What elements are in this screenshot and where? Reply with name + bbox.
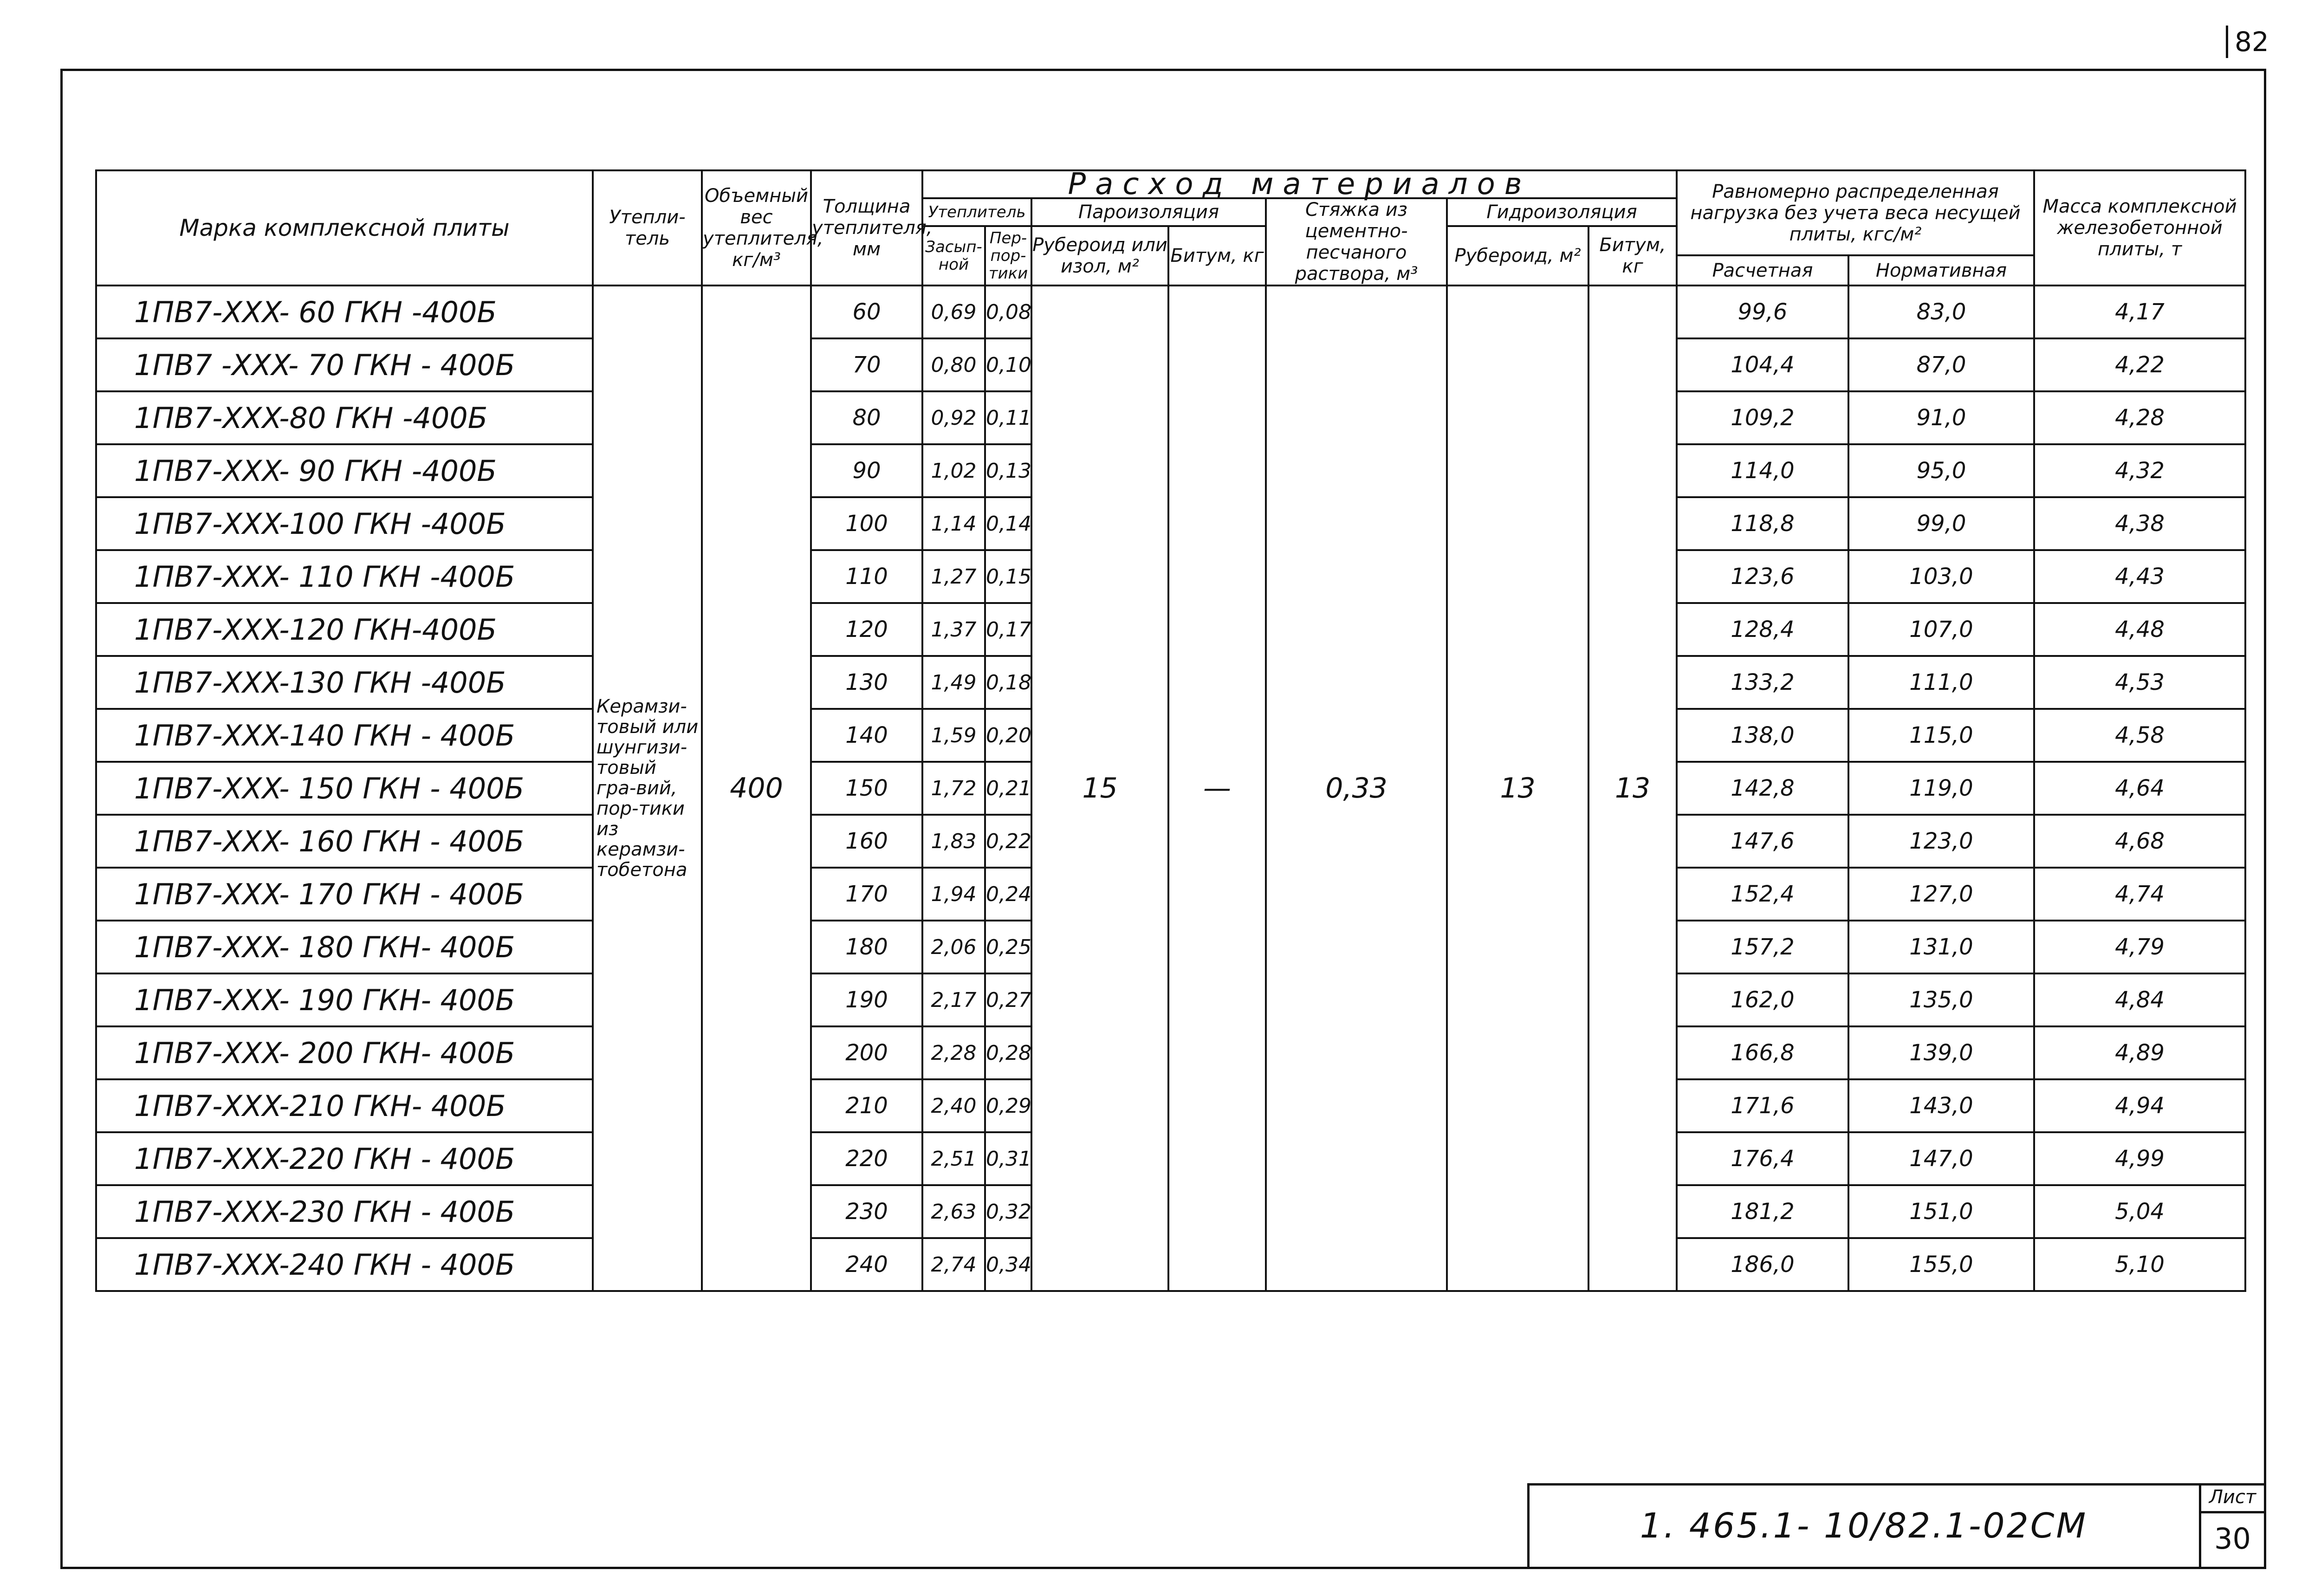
row-mark: 1ПВ7-XXX- 180 ГКН- 400Б (96, 921, 593, 973)
title-block (1527, 1483, 2266, 1569)
screed-value: 0,33 (1266, 285, 1447, 1291)
row-load-calc: 114,0 (1677, 444, 1848, 497)
row-thickness: 200 (811, 1026, 922, 1079)
row-load-calc: 99,6 (1677, 285, 1848, 338)
header-insul-group: Утеплитель (922, 198, 1031, 226)
row-load-calc: 186,0 (1677, 1238, 1848, 1291)
row-fill: 0,80 (922, 338, 985, 391)
row-fill: 1,59 (922, 709, 985, 762)
row-load-norm: 151,0 (1848, 1185, 2034, 1238)
row-mark: 1ПВ7-XXX-220 ГКН - 400Б (96, 1132, 593, 1185)
row-slab: 0,22 (985, 815, 1031, 868)
header-vapor-bitumen: Битум, кг (1168, 226, 1266, 285)
row-mark: 1ПВ7-XXX- 90 ГКН -400Б (96, 444, 593, 497)
row-slab: 0,13 (985, 444, 1031, 497)
row-fill: 2,40 (922, 1079, 985, 1132)
row-thickness: 60 (811, 285, 922, 338)
row-slab: 0,08 (985, 285, 1031, 338)
page-number: 82 (2226, 26, 2269, 58)
row-thickness: 160 (811, 815, 922, 868)
row-load-norm: 123,0 (1848, 815, 2034, 868)
row-mass: 4,22 (2034, 338, 2245, 391)
row-load-norm: 155,0 (1848, 1238, 2034, 1291)
row-fill: 1,37 (922, 603, 985, 656)
row-mass: 4,43 (2034, 550, 2245, 603)
row-thickness: 230 (811, 1185, 922, 1238)
header-load-norm: Нормативная (1848, 255, 2034, 285)
row-load-calc: 104,4 (1677, 338, 1848, 391)
row-slab: 0,10 (985, 338, 1031, 391)
row-mark: 1ПВ7-XXX-120 ГКН-400Б (96, 603, 593, 656)
row-slab: 0,14 (985, 497, 1031, 550)
header-load: Равномерно распределенная нагрузка без учета веса несущей плиты, кгс/м² (1677, 170, 2034, 255)
row-load-calc: 171,6 (1677, 1079, 1848, 1132)
header-hydro-group: Гидроизоляция (1447, 198, 1677, 226)
row-slab: 0,29 (985, 1079, 1031, 1132)
row-fill: 0,69 (922, 285, 985, 338)
materials-table (95, 169, 2246, 1292)
row-mark: 1ПВ7-XXX- 150 ГКН - 400Б (96, 762, 593, 815)
row-load-calc: 123,6 (1677, 550, 1848, 603)
row-slab: 0,31 (985, 1132, 1031, 1185)
row-mass: 4,89 (2034, 1026, 2245, 1079)
row-mark: 1ПВ7-XXX-230 ГКН - 400Б (96, 1185, 593, 1238)
row-thickness: 220 (811, 1132, 922, 1185)
row-mark: 1ПВ7-XXX-100 ГКН -400Б (96, 497, 593, 550)
row-load-calc: 109,2 (1677, 391, 1848, 444)
row-load-norm: 115,0 (1848, 709, 2034, 762)
row-fill: 1,72 (922, 762, 985, 815)
row-mass: 4,28 (2034, 391, 2245, 444)
row-fill: 2,63 (922, 1185, 985, 1238)
row-mark: 1ПВ7 -XXX- 70 ГКН - 400Б (96, 338, 593, 391)
row-mark: 1ПВ7-XXX-210 ГКН- 400Б (96, 1079, 593, 1132)
row-mark: 1ПВ7-XXX-240 ГКН - 400Б (96, 1238, 593, 1291)
row-slab: 0,21 (985, 762, 1031, 815)
row-mass: 4,58 (2034, 709, 2245, 762)
row-mark: 1ПВ7-XXX- 170 ГКН - 400Б (96, 868, 593, 921)
row-load-norm: 127,0 (1848, 868, 2034, 921)
sheet-label: Лист (2201, 1483, 2264, 1513)
row-load-norm: 95,0 (1848, 444, 2034, 497)
header-load-calc: Расчетная (1677, 255, 1848, 285)
row-slab: 0,27 (985, 973, 1031, 1026)
row-mass: 5,10 (2034, 1238, 2245, 1291)
row-thickness: 190 (811, 973, 922, 1026)
row-mass: 4,74 (2034, 868, 2245, 921)
row-fill: 1,83 (922, 815, 985, 868)
row-mark: 1ПВ7-XXX- 190 ГКН- 400Б (96, 973, 593, 1026)
row-fill: 0,92 (922, 391, 985, 444)
row-load-calc: 181,2 (1677, 1185, 1848, 1238)
row-mark: 1ПВ7-XXX- 60 ГКН -400Б (96, 285, 593, 338)
row-fill: 1,27 (922, 550, 985, 603)
table-body (96, 285, 2245, 1291)
header-density: Объемный вес утеплителя, кг/м³ (702, 170, 811, 285)
hydro-bitumen-value: 13 (1588, 285, 1677, 1291)
row-thickness: 150 (811, 762, 922, 815)
row-mass: 4,17 (2034, 285, 2245, 338)
row-thickness: 140 (811, 709, 922, 762)
row-load-norm: 107,0 (1848, 603, 2034, 656)
row-mass: 4,84 (2034, 973, 2245, 1026)
row-load-norm: 111,0 (1848, 656, 2034, 709)
row-slab: 0,25 (985, 921, 1031, 973)
row-mark: 1ПВ7-XXX-80 ГКН -400Б (96, 391, 593, 444)
row-load-calc: 147,6 (1677, 815, 1848, 868)
row-thickness: 70 (811, 338, 922, 391)
row-fill: 1,14 (922, 497, 985, 550)
row-fill: 1,02 (922, 444, 985, 497)
row-mass: 4,94 (2034, 1079, 2245, 1132)
row-load-calc: 157,2 (1677, 921, 1848, 973)
row-load-calc: 128,4 (1677, 603, 1848, 656)
row-load-calc: 152,4 (1677, 868, 1848, 921)
header-insulation: Утепли-тель (593, 170, 702, 285)
row-mass: 5,04 (2034, 1185, 2245, 1238)
row-load-calc: 166,8 (1677, 1026, 1848, 1079)
row-slab: 0,24 (985, 868, 1031, 921)
table-row (96, 285, 2245, 338)
row-slab: 0,32 (985, 1185, 1031, 1238)
row-thickness: 90 (811, 444, 922, 497)
row-mark: 1ПВ7-XXX-130 ГКН -400Б (96, 656, 593, 709)
header-hydro-bitumen: Битум, кг (1588, 226, 1677, 285)
row-mass: 4,38 (2034, 497, 2245, 550)
header-slabs: Пер-пор-тики (985, 226, 1031, 285)
row-load-calc: 176,4 (1677, 1132, 1848, 1185)
row-thickness: 240 (811, 1238, 922, 1291)
row-thickness: 170 (811, 868, 922, 921)
row-thickness: 120 (811, 603, 922, 656)
row-load-norm: 147,0 (1848, 1132, 2034, 1185)
row-load-calc: 138,0 (1677, 709, 1848, 762)
row-thickness: 210 (811, 1079, 922, 1132)
row-load-norm: 91,0 (1848, 391, 2034, 444)
row-load-norm: 103,0 (1848, 550, 2034, 603)
density-value: 400 (702, 285, 811, 1291)
row-mark: 1ПВ7-XXX- 200 ГКН- 400Б (96, 1026, 593, 1079)
hydro-ruberoid-value: 13 (1447, 285, 1588, 1291)
row-load-norm: 119,0 (1848, 762, 2034, 815)
row-load-norm: 135,0 (1848, 973, 2034, 1026)
header-screed: Стяжка из цементно-песчаного раствора, м³ (1266, 198, 1447, 285)
row-load-norm: 83,0 (1848, 285, 2034, 338)
vapor-bitumen-value: — (1168, 285, 1266, 1291)
row-mark: 1ПВ7-XXX- 160 ГКН - 400Б (96, 815, 593, 868)
row-fill: 1,94 (922, 868, 985, 921)
row-fill: 2,28 (922, 1026, 985, 1079)
header-mark: Марка комплексной плиты (96, 170, 593, 285)
sheet-number: 30 (2214, 1522, 2251, 1556)
row-mass: 4,32 (2034, 444, 2245, 497)
row-load-norm: 139,0 (1848, 1026, 2034, 1079)
row-load-calc: 162,0 (1677, 973, 1848, 1026)
row-load-calc: 118,8 (1677, 497, 1848, 550)
row-thickness: 80 (811, 391, 922, 444)
row-load-calc: 133,2 (1677, 656, 1848, 709)
row-mass: 4,79 (2034, 921, 2245, 973)
row-fill: 2,51 (922, 1132, 985, 1185)
row-slab: 0,17 (985, 603, 1031, 656)
row-mass: 4,48 (2034, 603, 2245, 656)
header-thickness: Толщина утеплителя, мм (811, 170, 922, 285)
insulation-material: Керамзи-товый или шунгизи-товый гра-вий, пор-тики из керамзи-тобетона (593, 285, 702, 1291)
row-mass: 4,64 (2034, 762, 2245, 815)
vapor-ruberoid-value: 15 (1031, 285, 1168, 1291)
row-mass: 4,68 (2034, 815, 2245, 868)
row-slab: 0,34 (985, 1238, 1031, 1291)
row-load-norm: 99,0 (1848, 497, 2034, 550)
row-thickness: 130 (811, 656, 922, 709)
row-mark: 1ПВ7-XXX-140 ГКН - 400Б (96, 709, 593, 762)
row-slab: 0,11 (985, 391, 1031, 444)
row-thickness: 180 (811, 921, 922, 973)
row-thickness: 110 (811, 550, 922, 603)
row-load-calc: 142,8 (1677, 762, 1848, 815)
row-fill: 2,74 (922, 1238, 985, 1291)
row-slab: 0,18 (985, 656, 1031, 709)
row-mass: 4,99 (2034, 1132, 2245, 1185)
row-thickness: 100 (811, 497, 922, 550)
row-mark: 1ПВ7-XXX- 110 ГКН -400Б (96, 550, 593, 603)
header-vapor-group: Пароизоляция (1031, 198, 1266, 226)
row-fill: 2,17 (922, 973, 985, 1026)
row-slab: 0,20 (985, 709, 1031, 762)
row-slab: 0,28 (985, 1026, 1031, 1079)
row-fill: 2,06 (922, 921, 985, 973)
header-hydro-ruberoid: Рубероид, м² (1447, 226, 1588, 285)
row-fill: 1,49 (922, 656, 985, 709)
header-fill: Засып-ной (922, 226, 985, 285)
header-mass: Масса комплексной железобетонной плиты, т (2034, 170, 2245, 285)
row-load-norm: 131,0 (1848, 921, 2034, 973)
document-code: 1. 465.1- 10/82.1-02СМ (1640, 1506, 2088, 1546)
row-mass: 4,53 (2034, 656, 2245, 709)
row-load-norm: 87,0 (1848, 338, 2034, 391)
header-consumption: Расход материалов (922, 170, 1677, 198)
sheet-box (2199, 1483, 2264, 1569)
row-load-norm: 143,0 (1848, 1079, 2034, 1132)
row-slab: 0,15 (985, 550, 1031, 603)
header-vapor-ruberoid: Рубероид или изол, м² (1031, 226, 1168, 285)
